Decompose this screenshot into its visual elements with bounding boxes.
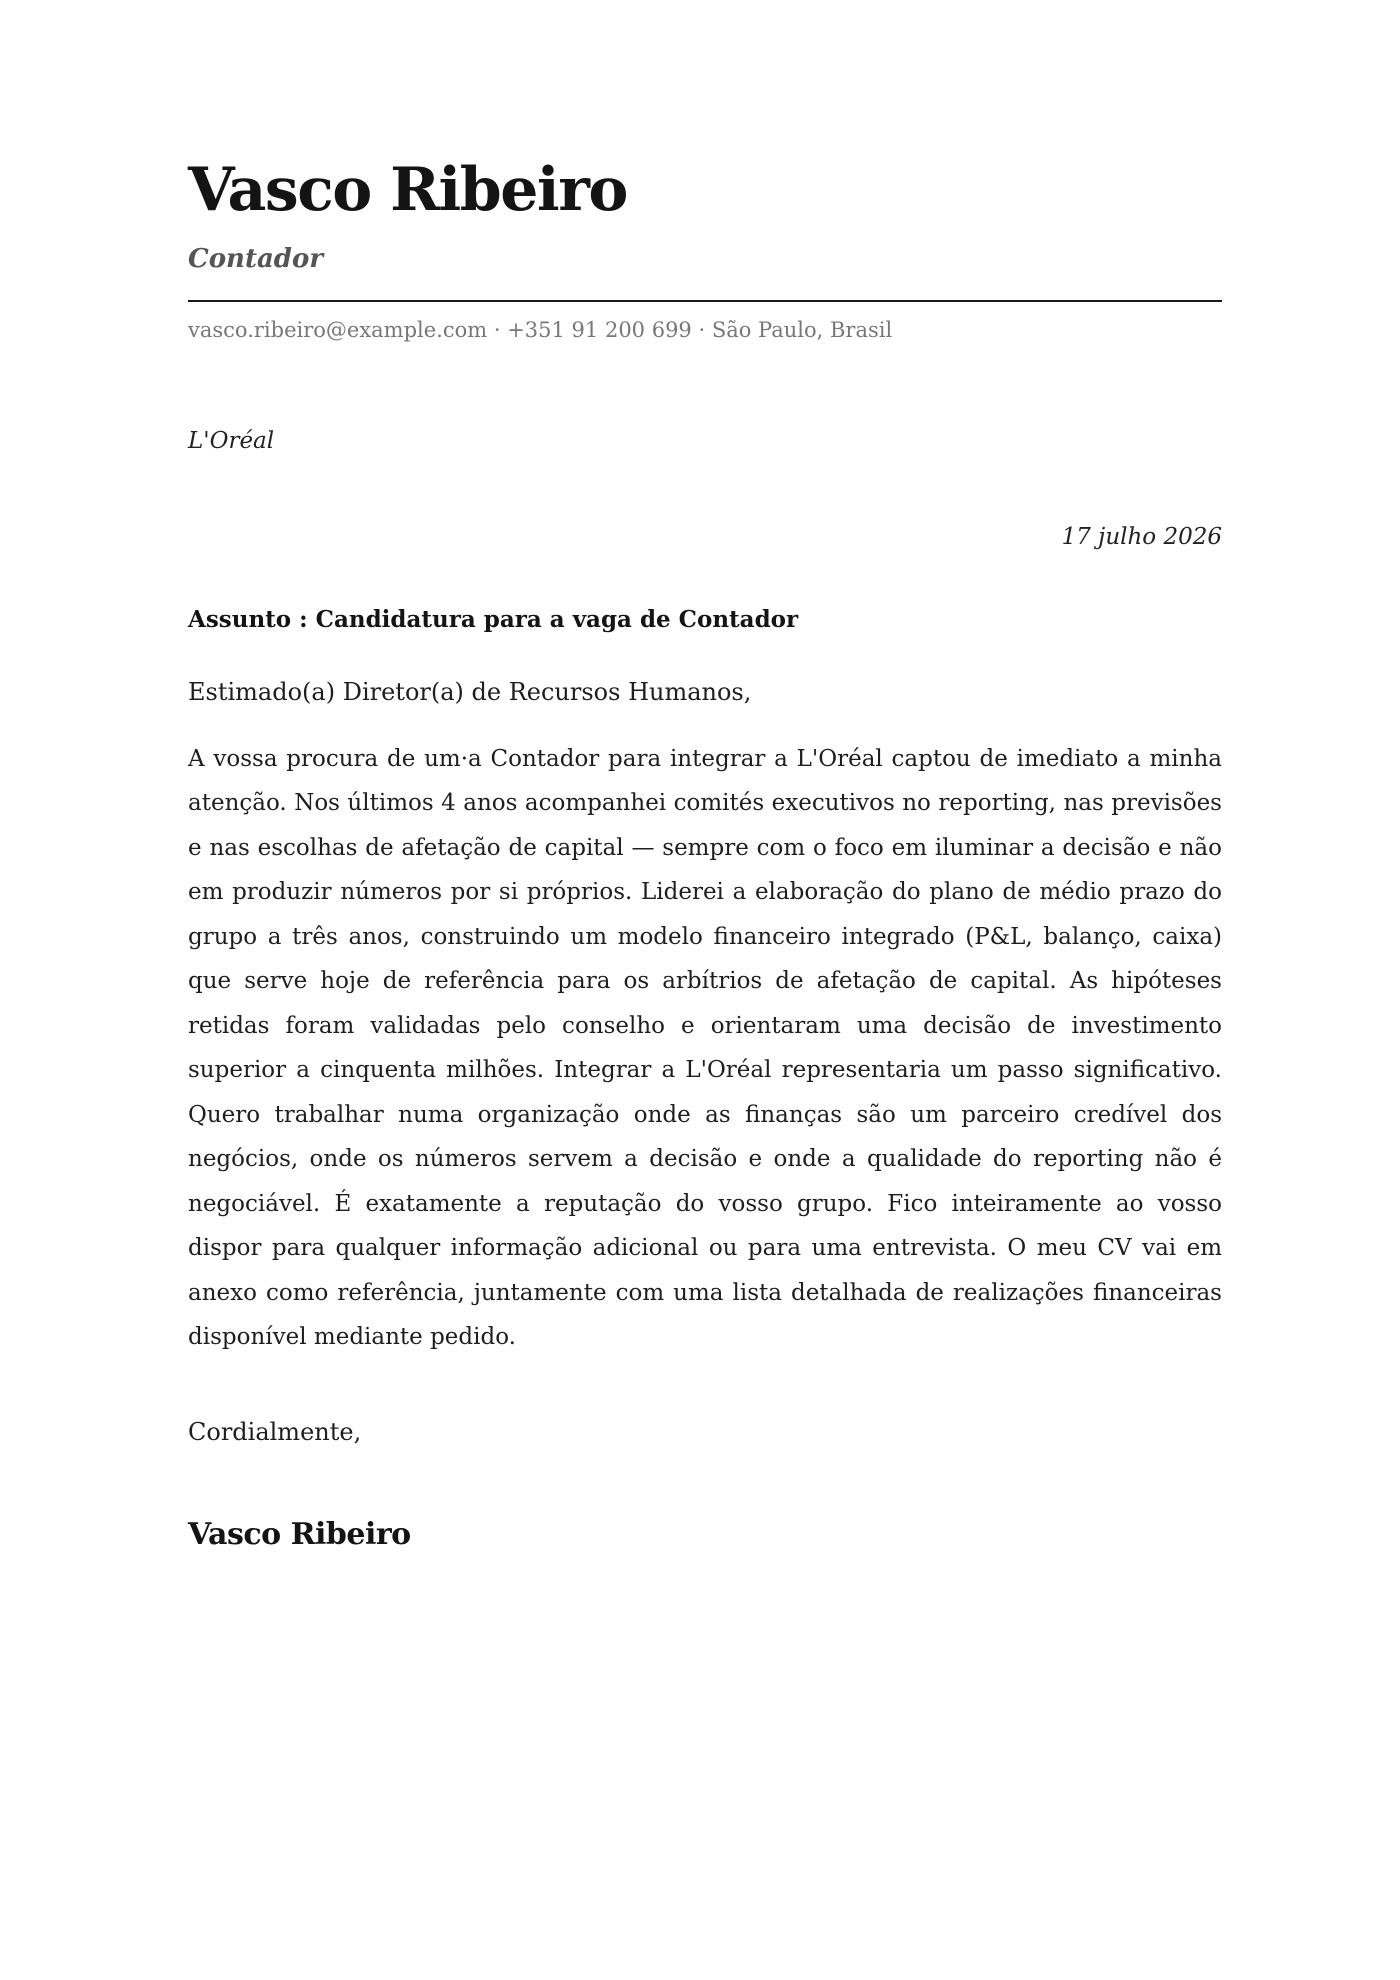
letter-date: 17 julho 2026 (1061, 523, 1222, 550)
sender-contact: vasco.ribeiro@example.com · +351 91 200 699 · São Paulo, Brasil (188, 318, 893, 342)
letter-greeting: Estimado(a) Diretor(a) de Recursos Humanos, (188, 677, 752, 706)
letter-subject: Assunto : Candidatura para a vaga de Contador (188, 606, 799, 634)
sender-name: Vasco Ribeiro (188, 155, 627, 225)
sender-role: Contador (188, 244, 324, 274)
signature-name: Vasco Ribeiro (188, 1516, 411, 1552)
letter-body: A vossa procura de um·a Contador para integrar a L'Oréal captou de imediato a minha atenção. Nos últimos 4 anos acompanhei comités executivos no reporting, nas previsões e nas escolhas de afetação de capital — sempre com o foco em iluminar a decisão e não em produzir números por si próprios. Liderei a elaboração do plano de médio prazo do grupo a três anos, construindo um modelo financeiro integrado (P&L, balanço, caixa) que serve hoje de referência para os arbítrios de afetação de capital. As hipóteses retidas foram validadas pelo conselho e orientaram uma decisão de investimento superior a cinquenta milhões. Integrar a L'Oréal representaria um passo significativo. Quero trabalhar numa organização onde as finanças são um parceiro credível dos negócios, onde os números servem a decisão e onde a qualidade do reporting não é negociável. É exatamente a reputação do vosso grupo. Fico inteiramente ao vosso dispor para qualquer informação adicional ou para uma entrevista. O meu CV vai em anexo como referência, juntamente com uma lista detalhada de realizações financeiras disponível mediante pedido. (188, 745, 1222, 1351)
letter-closing: Cordialmente, (188, 1417, 362, 1446)
cover-letter-page (188, 155, 1222, 1553)
header-divider (188, 300, 1222, 302)
recipient-company: L'Oréal (188, 428, 275, 455)
